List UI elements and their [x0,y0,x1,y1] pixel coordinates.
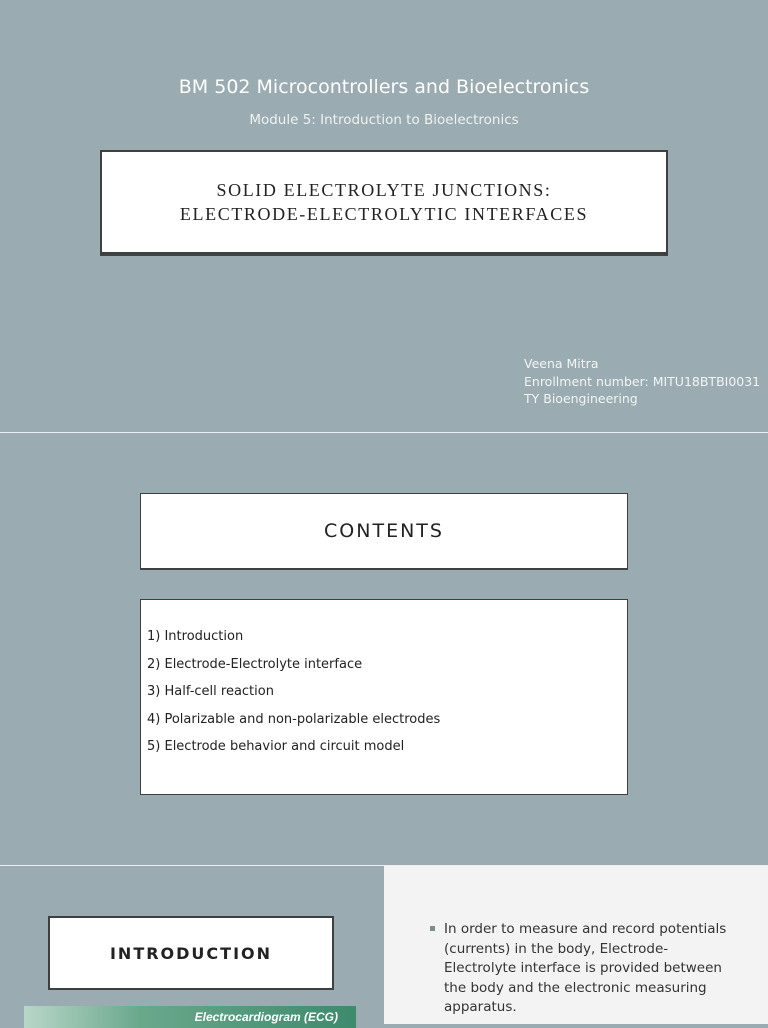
table-of-contents [141,600,627,766]
enrollment-number: Enrollment number: MITU18BTBI0031 [524,373,761,389]
slide-title-line-2: ELECTRODE-ELECTROLYTIC INTERFACES [179,204,589,224]
list-item: 5) Electrode behavior and circuit model [147,739,405,754]
intro-heading-box [48,916,334,990]
author-info [524,355,760,408]
contents-heading: CONTENTS [324,520,444,542]
course-title: BM 502 Microcontrollers and Bioelectronics [178,76,590,98]
ecg-image [24,1006,356,1028]
program-name: TY Bioengineering [524,391,638,406]
intro-left-panel [0,866,384,1024]
list-item: 1) Introduction [147,629,244,644]
intro-right-panel [384,866,768,1024]
author-name: Veena Mitra [524,356,599,371]
intro-heading: INTRODUCTION [109,943,273,963]
intro-bullet-text: In order to measure and record potentials (currents) in the body, Electrode-Electrolyte interface is provided between the body and the electronic measuring apparatus. [444,921,727,1015]
ecg-image-label: Electrocardiogram (ECG) [194,1010,338,1024]
slide-title-line-1: SOLID ELECTROLYTE JUNCTIONS: [216,180,552,200]
table-of-contents-box [140,599,628,795]
list-item: 4) Polarizable and non-polarizable electrodes [147,711,441,727]
module-title: Module 5: Introduction to Bioelectronics [249,112,519,128]
introduction-slide [0,866,768,1024]
contents-slide [0,433,768,865]
title-slide [0,0,768,432]
slide-title-box [100,150,668,254]
square-bullet-icon [430,926,435,931]
list-item: 2) Electrode-Electrolyte interface [147,656,363,672]
contents-heading-box [140,493,628,569]
list-item: 3) Half-cell reaction [147,684,274,699]
